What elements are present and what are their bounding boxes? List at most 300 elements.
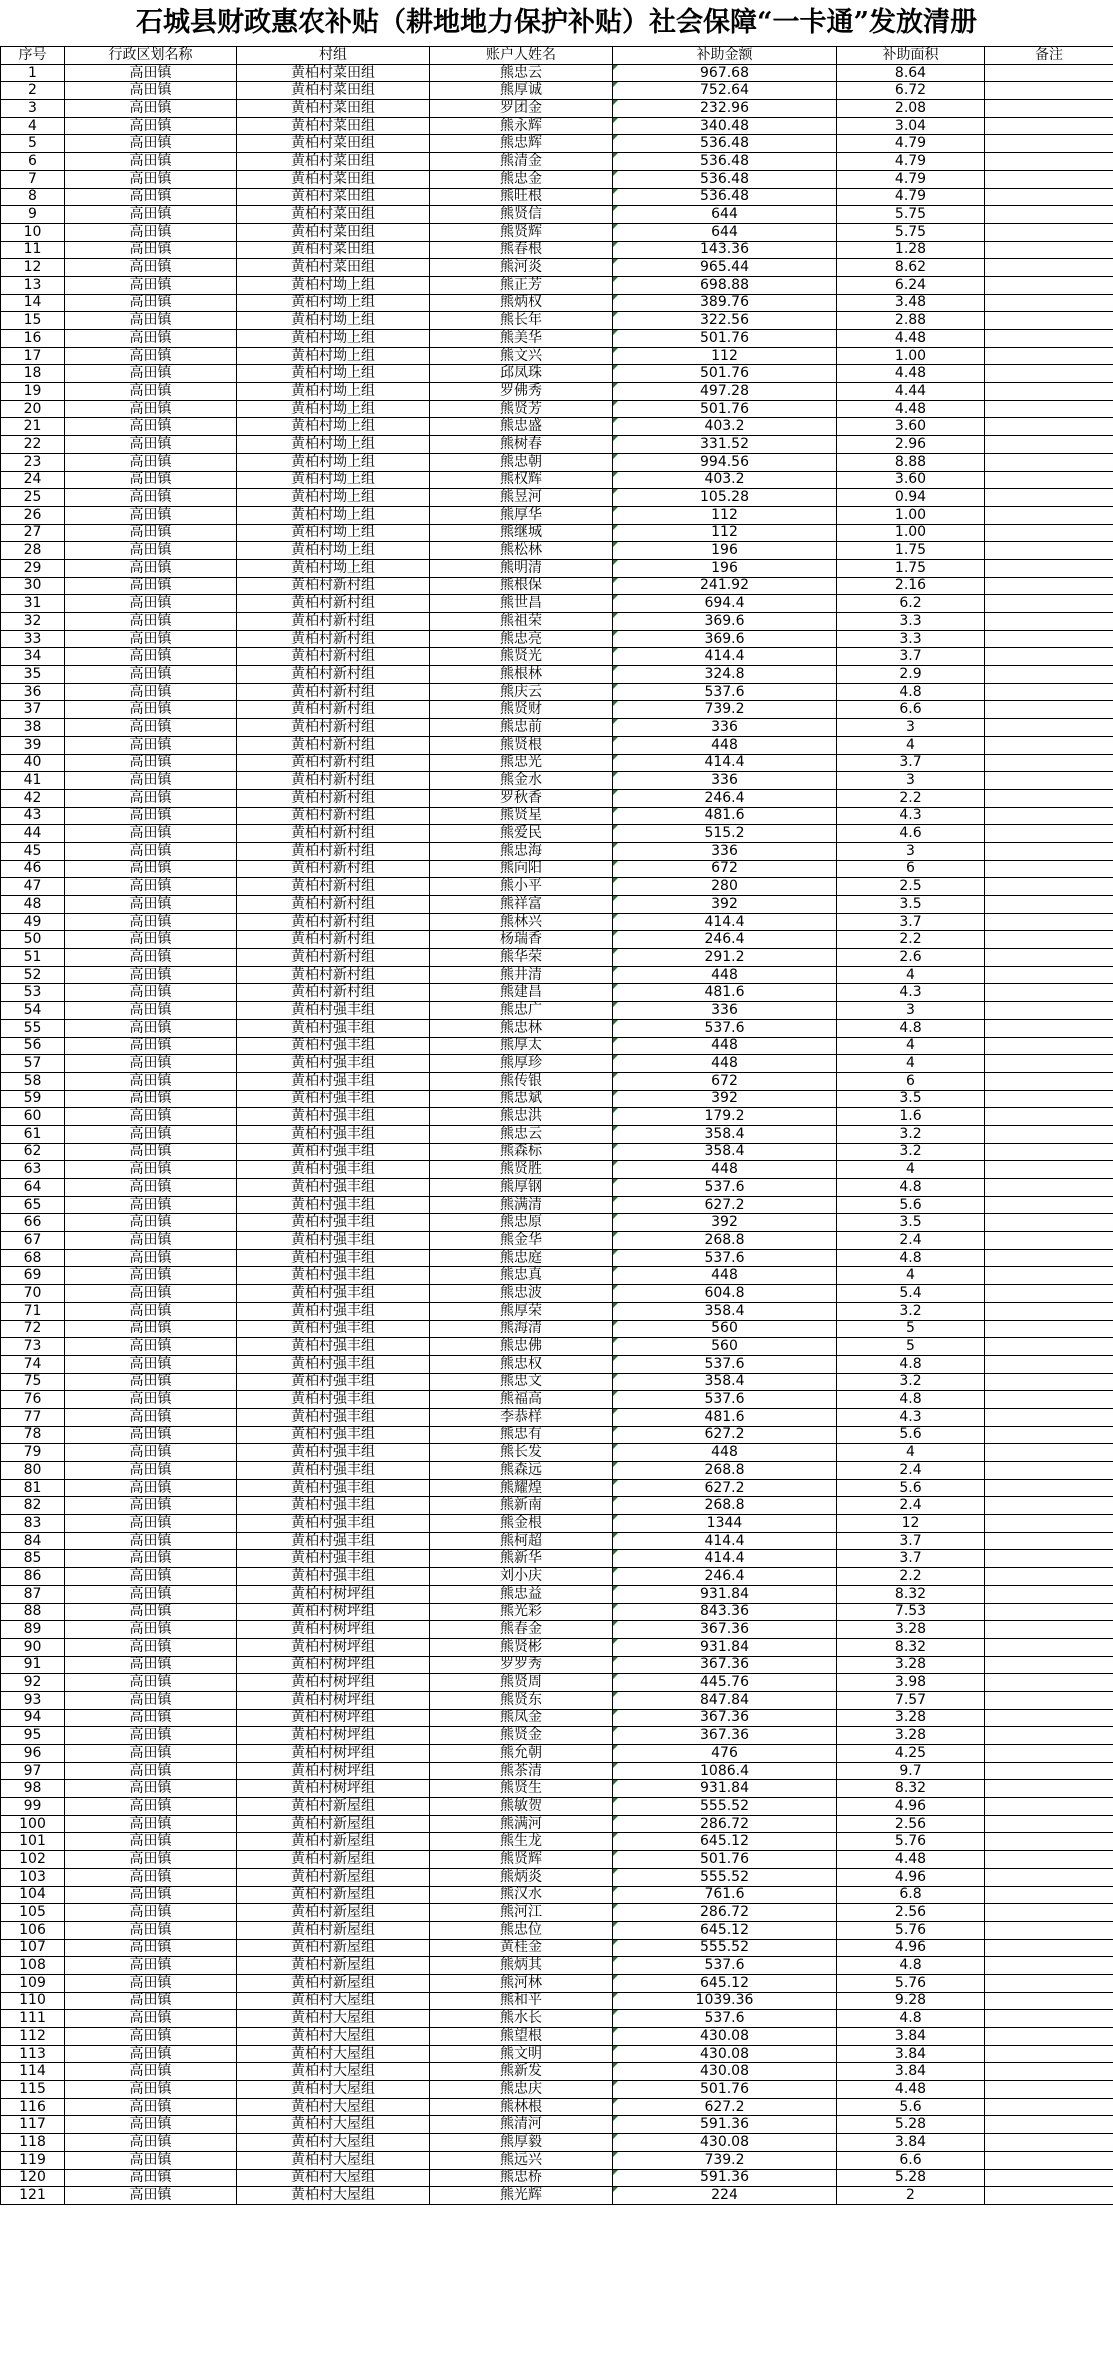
cell-remarks	[985, 100, 1113, 118]
cell-area: 5.4	[837, 1285, 985, 1303]
cell-amount: 246.4	[613, 931, 837, 949]
cell-area: 2.4	[837, 1232, 985, 1250]
cell-account-name: 熊忠广	[430, 1002, 613, 1020]
cell-account-name: 熊金华	[430, 1232, 613, 1250]
cell-index: 47	[1, 878, 65, 896]
cell-area: 3.7	[837, 754, 985, 772]
cell-region: 高田镇	[65, 471, 237, 489]
cell-account-name: 熊忠金	[430, 170, 613, 188]
cell-index: 9	[1, 206, 65, 224]
cell-index: 77	[1, 1408, 65, 1426]
cell-area: 2.6	[837, 949, 985, 967]
cell-amount: 430.08	[613, 2134, 837, 2152]
cell-area: 5.6	[837, 1196, 985, 1214]
cell-area: 4.6	[837, 825, 985, 843]
cell-account-name: 熊炳权	[430, 294, 613, 312]
cell-amount: 392	[613, 1214, 837, 1232]
cell-area: 5.28	[837, 2116, 985, 2134]
cell-account-name: 熊传银	[430, 1072, 613, 1090]
cell-index: 49	[1, 913, 65, 931]
cell-account-name: 熊向阳	[430, 860, 613, 878]
table-row	[1, 949, 1113, 967]
cell-area: 6.6	[837, 2151, 985, 2169]
cell-index: 32	[1, 613, 65, 631]
cell-village-group: 黄柏村坳上组	[237, 489, 430, 507]
cell-region: 高田镇	[65, 64, 237, 82]
cell-village-group: 黄柏村新屋组	[237, 1939, 430, 1957]
cell-area: 3.04	[837, 117, 985, 135]
cell-area: 4.8	[837, 1249, 985, 1267]
cell-region: 高田镇	[65, 383, 237, 401]
cell-amount: 105.28	[613, 489, 837, 507]
cell-amount: 994.56	[613, 453, 837, 471]
cell-index: 88	[1, 1603, 65, 1621]
cell-remarks	[985, 1125, 1113, 1143]
cell-village-group: 黄柏村新屋组	[237, 1868, 430, 1886]
cell-village-group: 黄柏村新村组	[237, 789, 430, 807]
cell-index: 44	[1, 825, 65, 843]
cell-account-name: 熊忠位	[430, 1921, 613, 1939]
cell-region: 高田镇	[65, 559, 237, 577]
cell-index: 80	[1, 1462, 65, 1480]
cell-remarks	[985, 1727, 1113, 1745]
cell-index: 30	[1, 577, 65, 595]
cell-remarks	[985, 754, 1113, 772]
cell-remarks	[985, 524, 1113, 542]
cell-remarks	[985, 736, 1113, 754]
cell-remarks	[985, 2010, 1113, 2028]
table-row	[1, 223, 1113, 241]
cell-village-group: 黄柏村树坪组	[237, 1603, 430, 1621]
cell-amount: 336	[613, 772, 837, 790]
cell-region: 高田镇	[65, 666, 237, 684]
cell-region: 高田镇	[65, 259, 237, 277]
cell-village-group: 黄柏村新村组	[237, 807, 430, 825]
cell-account-name: 邱凤珠	[430, 365, 613, 383]
cell-index: 69	[1, 1267, 65, 1285]
cell-region: 高田镇	[65, 1019, 237, 1037]
cell-index: 84	[1, 1532, 65, 1550]
cell-village-group: 黄柏村新屋组	[237, 1904, 430, 1922]
cell-village-group: 黄柏村坳上组	[237, 383, 430, 401]
cell-area: 3.5	[837, 1090, 985, 1108]
header-index: 序号	[1, 47, 65, 65]
cell-account-name: 熊忠原	[430, 1214, 613, 1232]
cell-remarks	[985, 1762, 1113, 1780]
cell-index: 113	[1, 2045, 65, 2063]
cell-index: 79	[1, 1444, 65, 1462]
cell-region: 高田镇	[65, 1532, 237, 1550]
cell-area: 3	[837, 719, 985, 737]
cell-village-group: 黄柏村新屋组	[237, 1851, 430, 1869]
cell-area: 5.75	[837, 206, 985, 224]
cell-village-group: 黄柏村强丰组	[237, 1391, 430, 1409]
cell-remarks	[985, 1992, 1113, 2010]
cell-village-group: 黄柏村强丰组	[237, 1108, 430, 1126]
cell-index: 50	[1, 931, 65, 949]
cell-area: 3.98	[837, 1674, 985, 1692]
cell-village-group: 黄柏村树坪组	[237, 1727, 430, 1745]
table-row	[1, 1603, 1113, 1621]
cell-amount: 537.6	[613, 1391, 837, 1409]
cell-village-group: 黄柏村强丰组	[237, 1338, 430, 1356]
table-row	[1, 206, 1113, 224]
cell-region: 高田镇	[65, 1355, 237, 1373]
table-row	[1, 2116, 1113, 2134]
cell-area: 3.84	[837, 2028, 985, 2046]
cell-region: 高田镇	[65, 453, 237, 471]
cell-area: 1.00	[837, 524, 985, 542]
cell-remarks	[985, 1302, 1113, 1320]
cell-amount: 336	[613, 842, 837, 860]
cell-amount: 224	[613, 2187, 837, 2205]
cell-index: 103	[1, 1868, 65, 1886]
cell-account-name: 熊贤财	[430, 701, 613, 719]
cell-region: 高田镇	[65, 1196, 237, 1214]
cell-account-name: 熊金根	[430, 1515, 613, 1533]
cell-region: 高田镇	[65, 330, 237, 348]
cell-area: 6.8	[837, 1886, 985, 1904]
table-row	[1, 135, 1113, 153]
cell-remarks	[985, 188, 1113, 206]
cell-region: 高田镇	[65, 1285, 237, 1303]
table-row	[1, 542, 1113, 560]
cell-area: 4.79	[837, 170, 985, 188]
cell-amount: 931.84	[613, 1585, 837, 1603]
cell-remarks	[985, 1833, 1113, 1851]
cell-account-name: 熊水长	[430, 2010, 613, 2028]
cell-account-name: 熊根林	[430, 666, 613, 684]
cell-account-name: 熊美华	[430, 330, 613, 348]
cell-village-group: 黄柏村新村组	[237, 842, 430, 860]
table-row	[1, 719, 1113, 737]
cell-account-name: 熊昱河	[430, 489, 613, 507]
cell-account-name: 熊祖荣	[430, 613, 613, 631]
cell-area: 3.84	[837, 2045, 985, 2063]
cell-amount: 414.4	[613, 1550, 837, 1568]
cell-remarks	[985, 1179, 1113, 1197]
table-row	[1, 1727, 1113, 1745]
cell-region: 高田镇	[65, 842, 237, 860]
cell-index: 101	[1, 1833, 65, 1851]
cell-amount: 324.8	[613, 666, 837, 684]
cell-amount: 694.4	[613, 595, 837, 613]
cell-area: 2.2	[837, 789, 985, 807]
cell-village-group: 黄柏村新屋组	[237, 1798, 430, 1816]
table-row	[1, 772, 1113, 790]
cell-region: 高田镇	[65, 807, 237, 825]
cell-region: 高田镇	[65, 1179, 237, 1197]
cell-amount: 367.36	[613, 1709, 837, 1727]
cell-area: 3.48	[837, 294, 985, 312]
cell-account-name: 熊忠益	[430, 1585, 613, 1603]
cell-area: 3.7	[837, 648, 985, 666]
cell-account-name: 熊贤光	[430, 648, 613, 666]
table-row	[1, 2151, 1113, 2169]
cell-remarks	[985, 1585, 1113, 1603]
table-row	[1, 2187, 1113, 2205]
cell-index: 43	[1, 807, 65, 825]
cell-region: 高田镇	[65, 613, 237, 631]
cell-region: 高田镇	[65, 1214, 237, 1232]
cell-region: 高田镇	[65, 1709, 237, 1727]
cell-region: 高田镇	[65, 1691, 237, 1709]
cell-account-name: 熊忠辉	[430, 135, 613, 153]
table-row	[1, 100, 1113, 118]
cell-area: 4.96	[837, 1798, 985, 1816]
cell-remarks	[985, 896, 1113, 914]
cell-amount: 367.36	[613, 1656, 837, 1674]
cell-village-group: 黄柏村强丰组	[237, 1019, 430, 1037]
cell-village-group: 黄柏村强丰组	[237, 1497, 430, 1515]
cell-village-group: 黄柏村新村组	[237, 913, 430, 931]
cell-village-group: 黄柏村新村组	[237, 577, 430, 595]
cell-amount: 481.6	[613, 1408, 837, 1426]
cell-account-name: 杨瑞香	[430, 931, 613, 949]
cell-remarks	[985, 1939, 1113, 1957]
cell-region: 高田镇	[65, 312, 237, 330]
cell-index: 5	[1, 135, 65, 153]
cell-account-name: 熊望根	[430, 2028, 613, 2046]
cell-index: 39	[1, 736, 65, 754]
cell-amount: 965.44	[613, 259, 837, 277]
cell-amount: 358.4	[613, 1125, 837, 1143]
cell-amount: 403.2	[613, 418, 837, 436]
cell-index: 11	[1, 241, 65, 259]
cell-remarks	[985, 135, 1113, 153]
cell-account-name: 熊厚钢	[430, 1179, 613, 1197]
cell-area: 1.6	[837, 1108, 985, 1126]
cell-amount: 644	[613, 206, 837, 224]
cell-village-group: 黄柏村新村组	[237, 931, 430, 949]
table-row	[1, 1833, 1113, 1851]
cell-remarks	[985, 1656, 1113, 1674]
cell-remarks	[985, 259, 1113, 277]
cell-village-group: 黄柏村新村组	[237, 772, 430, 790]
cell-region: 高田镇	[65, 1479, 237, 1497]
cell-area: 1.28	[837, 241, 985, 259]
cell-account-name: 熊福高	[430, 1391, 613, 1409]
cell-account-name: 熊贤彬	[430, 1638, 613, 1656]
cell-account-name: 熊森标	[430, 1143, 613, 1161]
cell-index: 21	[1, 418, 65, 436]
cell-account-name: 熊忠权	[430, 1355, 613, 1373]
cell-amount: 340.48	[613, 117, 837, 135]
cell-village-group: 黄柏村坳上组	[237, 312, 430, 330]
cell-remarks	[985, 1002, 1113, 1020]
cell-remarks	[985, 330, 1113, 348]
cell-index: 4	[1, 117, 65, 135]
cell-index: 16	[1, 330, 65, 348]
cell-area: 2.5	[837, 878, 985, 896]
table-row	[1, 400, 1113, 418]
cell-amount: 196	[613, 559, 837, 577]
cell-area: 4.96	[837, 1939, 985, 1957]
cell-region: 高田镇	[65, 153, 237, 171]
cell-village-group: 黄柏村菜田组	[237, 153, 430, 171]
cell-village-group: 黄柏村树坪组	[237, 1638, 430, 1656]
cell-village-group: 黄柏村菜田组	[237, 170, 430, 188]
header-account-name: 账户人姓名	[430, 47, 613, 65]
cell-village-group: 黄柏村强丰组	[237, 1267, 430, 1285]
cell-account-name: 熊生龙	[430, 1833, 613, 1851]
cell-remarks	[985, 1444, 1113, 1462]
header-remarks: 备注	[985, 47, 1113, 65]
cell-account-name: 熊忠庭	[430, 1249, 613, 1267]
cell-amount: 448	[613, 1267, 837, 1285]
table-row	[1, 2045, 1113, 2063]
cell-remarks	[985, 153, 1113, 171]
cell-region: 高田镇	[65, 223, 237, 241]
cell-village-group: 黄柏村强丰组	[237, 1249, 430, 1267]
table-row	[1, 825, 1113, 843]
cell-account-name: 熊清河	[430, 2116, 613, 2134]
cell-remarks	[985, 1745, 1113, 1763]
cell-village-group: 黄柏村强丰组	[237, 1285, 430, 1303]
cell-area: 2.56	[837, 1904, 985, 1922]
cell-index: 86	[1, 1568, 65, 1586]
cell-area: 5.6	[837, 1426, 985, 1444]
cell-area: 6.6	[837, 701, 985, 719]
cell-index: 90	[1, 1638, 65, 1656]
cell-region: 高田镇	[65, 896, 237, 914]
cell-account-name: 熊忠亮	[430, 630, 613, 648]
cell-amount: 448	[613, 736, 837, 754]
cell-village-group: 黄柏村坳上组	[237, 436, 430, 454]
cell-remarks	[985, 1798, 1113, 1816]
cell-amount: 331.52	[613, 436, 837, 454]
table-row	[1, 1444, 1113, 1462]
cell-remarks	[985, 1638, 1113, 1656]
cell-account-name: 熊茶清	[430, 1762, 613, 1780]
cell-account-name: 熊贤根	[430, 736, 613, 754]
cell-account-name: 熊旺根	[430, 188, 613, 206]
cell-remarks	[985, 825, 1113, 843]
cell-amount: 501.76	[613, 400, 837, 418]
cell-amount: 430.08	[613, 2028, 837, 2046]
cell-account-name: 熊忠云	[430, 1125, 613, 1143]
cell-remarks	[985, 931, 1113, 949]
cell-remarks	[985, 1090, 1113, 1108]
cell-index: 35	[1, 666, 65, 684]
cell-region: 高田镇	[65, 984, 237, 1002]
cell-index: 91	[1, 1656, 65, 1674]
cell-region: 高田镇	[65, 347, 237, 365]
cell-account-name: 熊贤芳	[430, 400, 613, 418]
cell-village-group: 黄柏村强丰组	[237, 1002, 430, 1020]
cell-index: 61	[1, 1125, 65, 1143]
cell-amount: 537.6	[613, 1019, 837, 1037]
cell-village-group: 黄柏村强丰组	[237, 1444, 430, 1462]
cell-amount: 448	[613, 1161, 837, 1179]
cell-account-name: 熊厚珍	[430, 1055, 613, 1073]
cell-account-name: 罗佛秀	[430, 383, 613, 401]
table-row	[1, 64, 1113, 82]
cell-region: 高田镇	[65, 1002, 237, 1020]
cell-area: 4	[837, 1161, 985, 1179]
cell-village-group: 黄柏村菜田组	[237, 82, 430, 100]
cell-remarks	[985, 1267, 1113, 1285]
cell-region: 高田镇	[65, 1621, 237, 1639]
cell-region: 高田镇	[65, 1868, 237, 1886]
cell-village-group: 黄柏村坳上组	[237, 559, 430, 577]
cell-index: 102	[1, 1851, 65, 1869]
cell-region: 高田镇	[65, 1904, 237, 1922]
table-row	[1, 436, 1113, 454]
cell-amount: 392	[613, 896, 837, 914]
cell-area: 9.28	[837, 1992, 985, 2010]
cell-region: 高田镇	[65, 913, 237, 931]
cell-region: 高田镇	[65, 719, 237, 737]
cell-village-group: 黄柏村新村组	[237, 736, 430, 754]
table-row	[1, 630, 1113, 648]
cell-amount: 268.8	[613, 1497, 837, 1515]
cell-region: 高田镇	[65, 365, 237, 383]
cell-remarks	[985, 1320, 1113, 1338]
cell-area: 4.96	[837, 1868, 985, 1886]
table-row	[1, 365, 1113, 383]
table-row	[1, 1674, 1113, 1692]
cell-village-group: 黄柏村大屋组	[237, 2187, 430, 2205]
cell-area: 5.28	[837, 2169, 985, 2187]
cell-village-group: 黄柏村强丰组	[237, 1179, 430, 1197]
cell-amount: 430.08	[613, 2045, 837, 2063]
cell-region: 高田镇	[65, 489, 237, 507]
cell-amount: 1344	[613, 1515, 837, 1533]
cell-village-group: 黄柏村坳上组	[237, 506, 430, 524]
table-row	[1, 1904, 1113, 1922]
cell-remarks	[985, 1851, 1113, 1869]
cell-region: 高田镇	[65, 1851, 237, 1869]
cell-index: 15	[1, 312, 65, 330]
cell-index: 2	[1, 82, 65, 100]
cell-amount: 739.2	[613, 701, 837, 719]
cell-index: 40	[1, 754, 65, 772]
cell-village-group: 黄柏村坳上组	[237, 471, 430, 489]
cell-amount: 112	[613, 506, 837, 524]
table-row	[1, 1462, 1113, 1480]
cell-village-group: 黄柏村强丰组	[237, 1355, 430, 1373]
cell-area: 4.8	[837, 1019, 985, 1037]
cell-region: 高田镇	[65, 2098, 237, 2116]
cell-account-name: 熊贤胜	[430, 1161, 613, 1179]
cell-village-group: 黄柏村新村组	[237, 595, 430, 613]
cell-remarks	[985, 966, 1113, 984]
cell-area: 4.3	[837, 984, 985, 1002]
cell-amount: 560	[613, 1338, 837, 1356]
table-row	[1, 1179, 1113, 1197]
table-row	[1, 1055, 1113, 1073]
cell-index: 96	[1, 1745, 65, 1763]
cell-index: 78	[1, 1426, 65, 1444]
cell-remarks	[985, 1515, 1113, 1533]
cell-account-name: 黄桂金	[430, 1939, 613, 1957]
cell-village-group: 黄柏村大屋组	[237, 2134, 430, 2152]
cell-remarks	[985, 860, 1113, 878]
cell-village-group: 黄柏村树坪组	[237, 1709, 430, 1727]
cell-area: 5	[837, 1320, 985, 1338]
cell-area: 4.3	[837, 1408, 985, 1426]
cell-index: 56	[1, 1037, 65, 1055]
cell-area: 8.32	[837, 1780, 985, 1798]
cell-account-name: 熊长年	[430, 312, 613, 330]
cell-index: 29	[1, 559, 65, 577]
table-row	[1, 453, 1113, 471]
cell-region: 高田镇	[65, 1267, 237, 1285]
cell-account-name: 熊凤金	[430, 1709, 613, 1727]
cell-index: 83	[1, 1515, 65, 1533]
cell-account-name: 熊炳炎	[430, 1868, 613, 1886]
